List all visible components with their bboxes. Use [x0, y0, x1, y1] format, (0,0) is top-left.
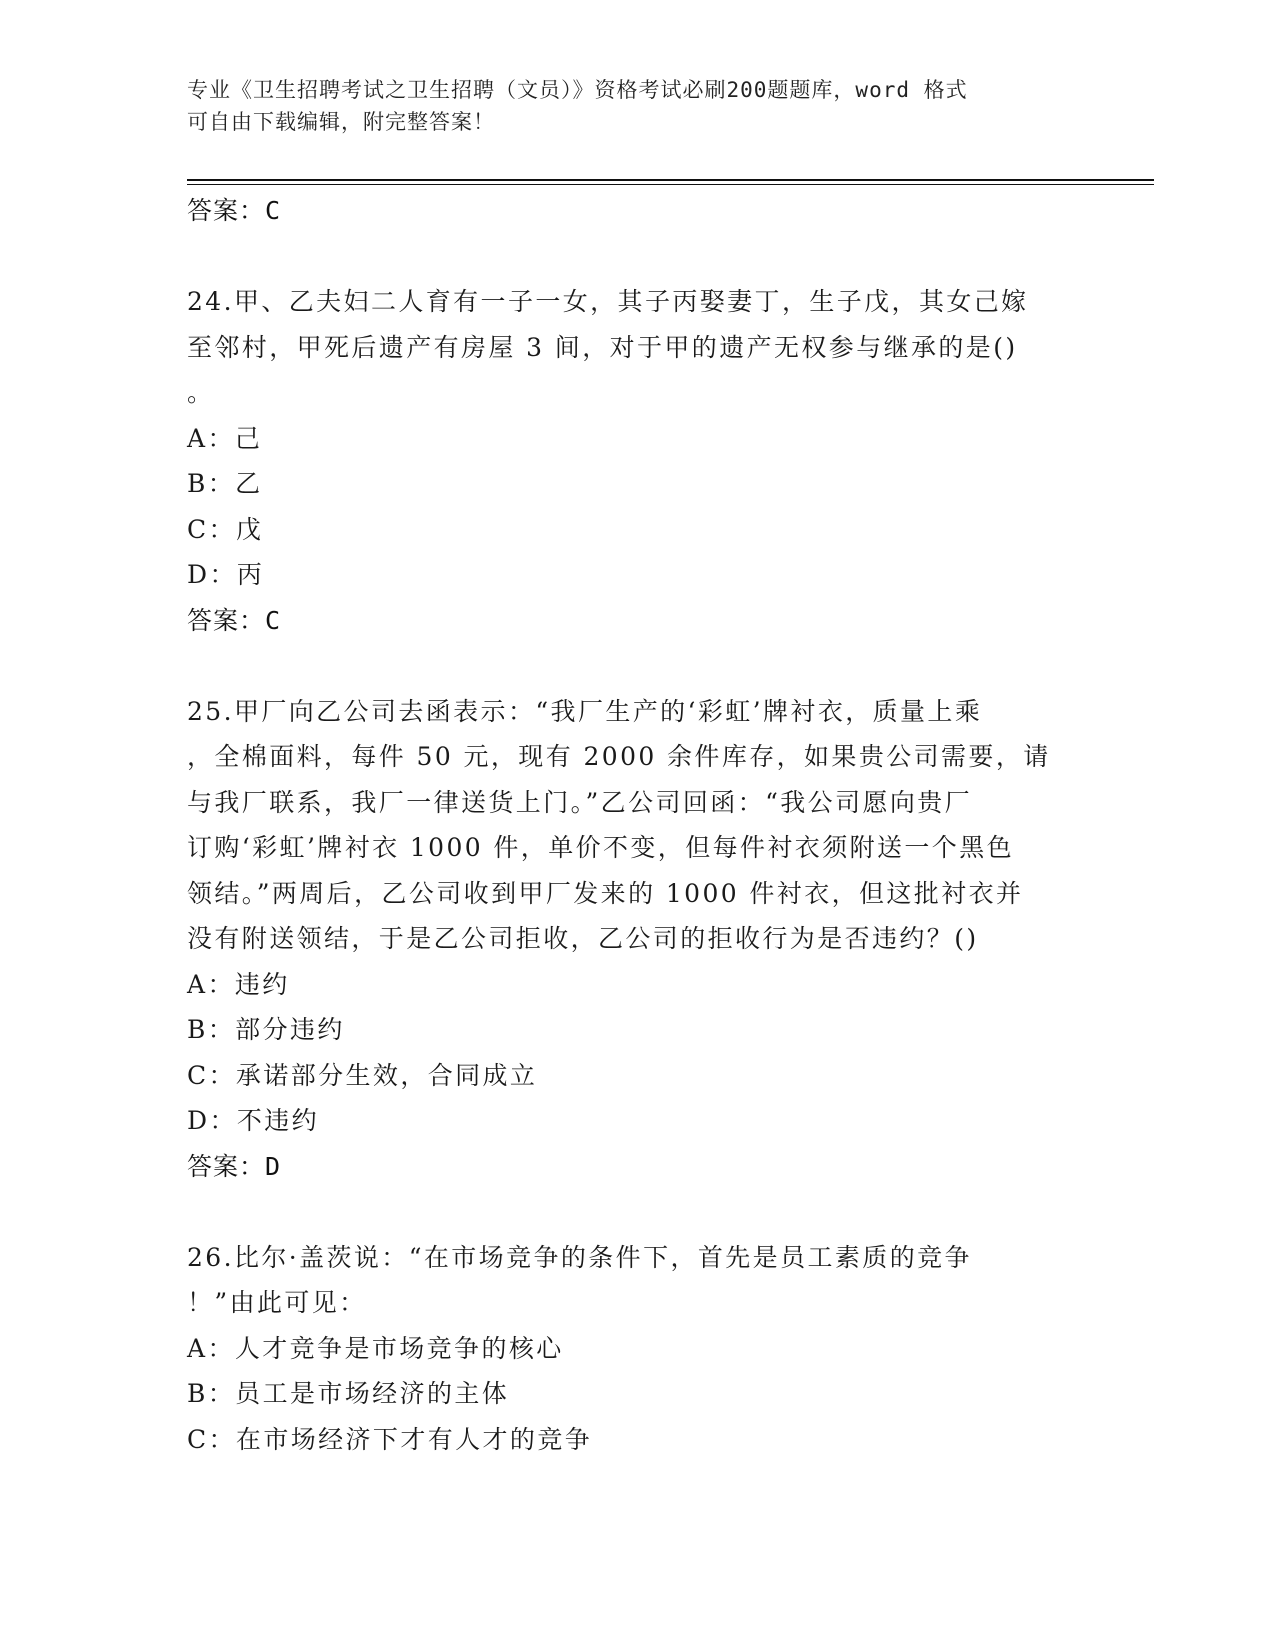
option-b: B：乙: [187, 469, 263, 498]
question-24: [187, 279, 1087, 643]
question-text-line: 领结。”两周后，乙公司收到甲厂发来的 1000 件衬衣，但这批衬衣并: [187, 878, 1024, 908]
question-text-line: ，全棉面料，每件 50 元，现有 2000 余件库存，如果贵公司需要，请: [187, 742, 1051, 771]
document-header: [187, 74, 1067, 138]
question-25: [187, 689, 1087, 1190]
spacer: [187, 643, 1087, 689]
answer: 答案：C: [187, 605, 282, 635]
header-line-1: 专业《卫生招聘考试之卫生招聘（文员）》资格考试必刷200题题库，word 格式: [187, 78, 968, 102]
option-a: A：己: [187, 423, 263, 453]
header-line-2: 可自由下载编辑，附完整答案！: [187, 110, 495, 134]
document-body: [187, 188, 1087, 1462]
question-text-line: 24.甲、乙夫妇二人育有一子一女，其子丙娶妻丁，生子戊，其女己嫁: [187, 287, 1029, 316]
option-c: C：戊: [187, 514, 264, 544]
option-a: A：人才竞争是市场竞争的核心: [187, 1333, 564, 1363]
option-c: C：在市场经济下才有人才的竞争: [187, 1424, 593, 1454]
option-c: C：承诺部分生效，合同成立: [187, 1060, 538, 1090]
option-d: D：不违约: [187, 1106, 320, 1135]
header-rule-thin: [187, 184, 1154, 185]
question-text-line: 至邻村，甲死后遗产有房屋 3 间，对于甲的遗产无权参与继承的是(): [187, 332, 1018, 362]
question-text-line: 25.甲厂向乙公司去函表示：“我厂生产的‘彩虹’牌衬衣，质量上乘: [187, 696, 983, 726]
question-26: [187, 1235, 1087, 1463]
previous-answer: 答案：C: [187, 196, 282, 225]
option-b: B：部分违约: [187, 1015, 345, 1044]
option-a: A：违约: [187, 969, 290, 999]
question-text-line: 订购‘彩虹’牌衬衣 1000 件，单价不变，但每件衬衣须附送一个黑色: [187, 833, 1015, 862]
question-text-line: ！”由此可见：: [187, 1288, 367, 1317]
question-text-line: 。: [187, 378, 215, 407]
spacer: [187, 234, 1087, 280]
question-text-line: 没有附送领结，于是乙公司拒收，乙公司的拒收行为是否违约？(): [187, 924, 979, 953]
question-text-line: 26.比尔·盖茨说：“在市场竞争的条件下，首先是员工素质的竞争: [187, 1242, 972, 1272]
answer: 答案：D: [187, 1151, 282, 1181]
spacer: [187, 1189, 1087, 1235]
question-text-line: 与我厂联系，我厂一律送货上门。”乙公司回函：“我公司愿向贵厂: [187, 787, 973, 817]
header-rule-thick: [187, 179, 1154, 181]
option-d: D：丙: [187, 560, 265, 589]
option-b: B：员工是市场经济的主体: [187, 1379, 510, 1408]
